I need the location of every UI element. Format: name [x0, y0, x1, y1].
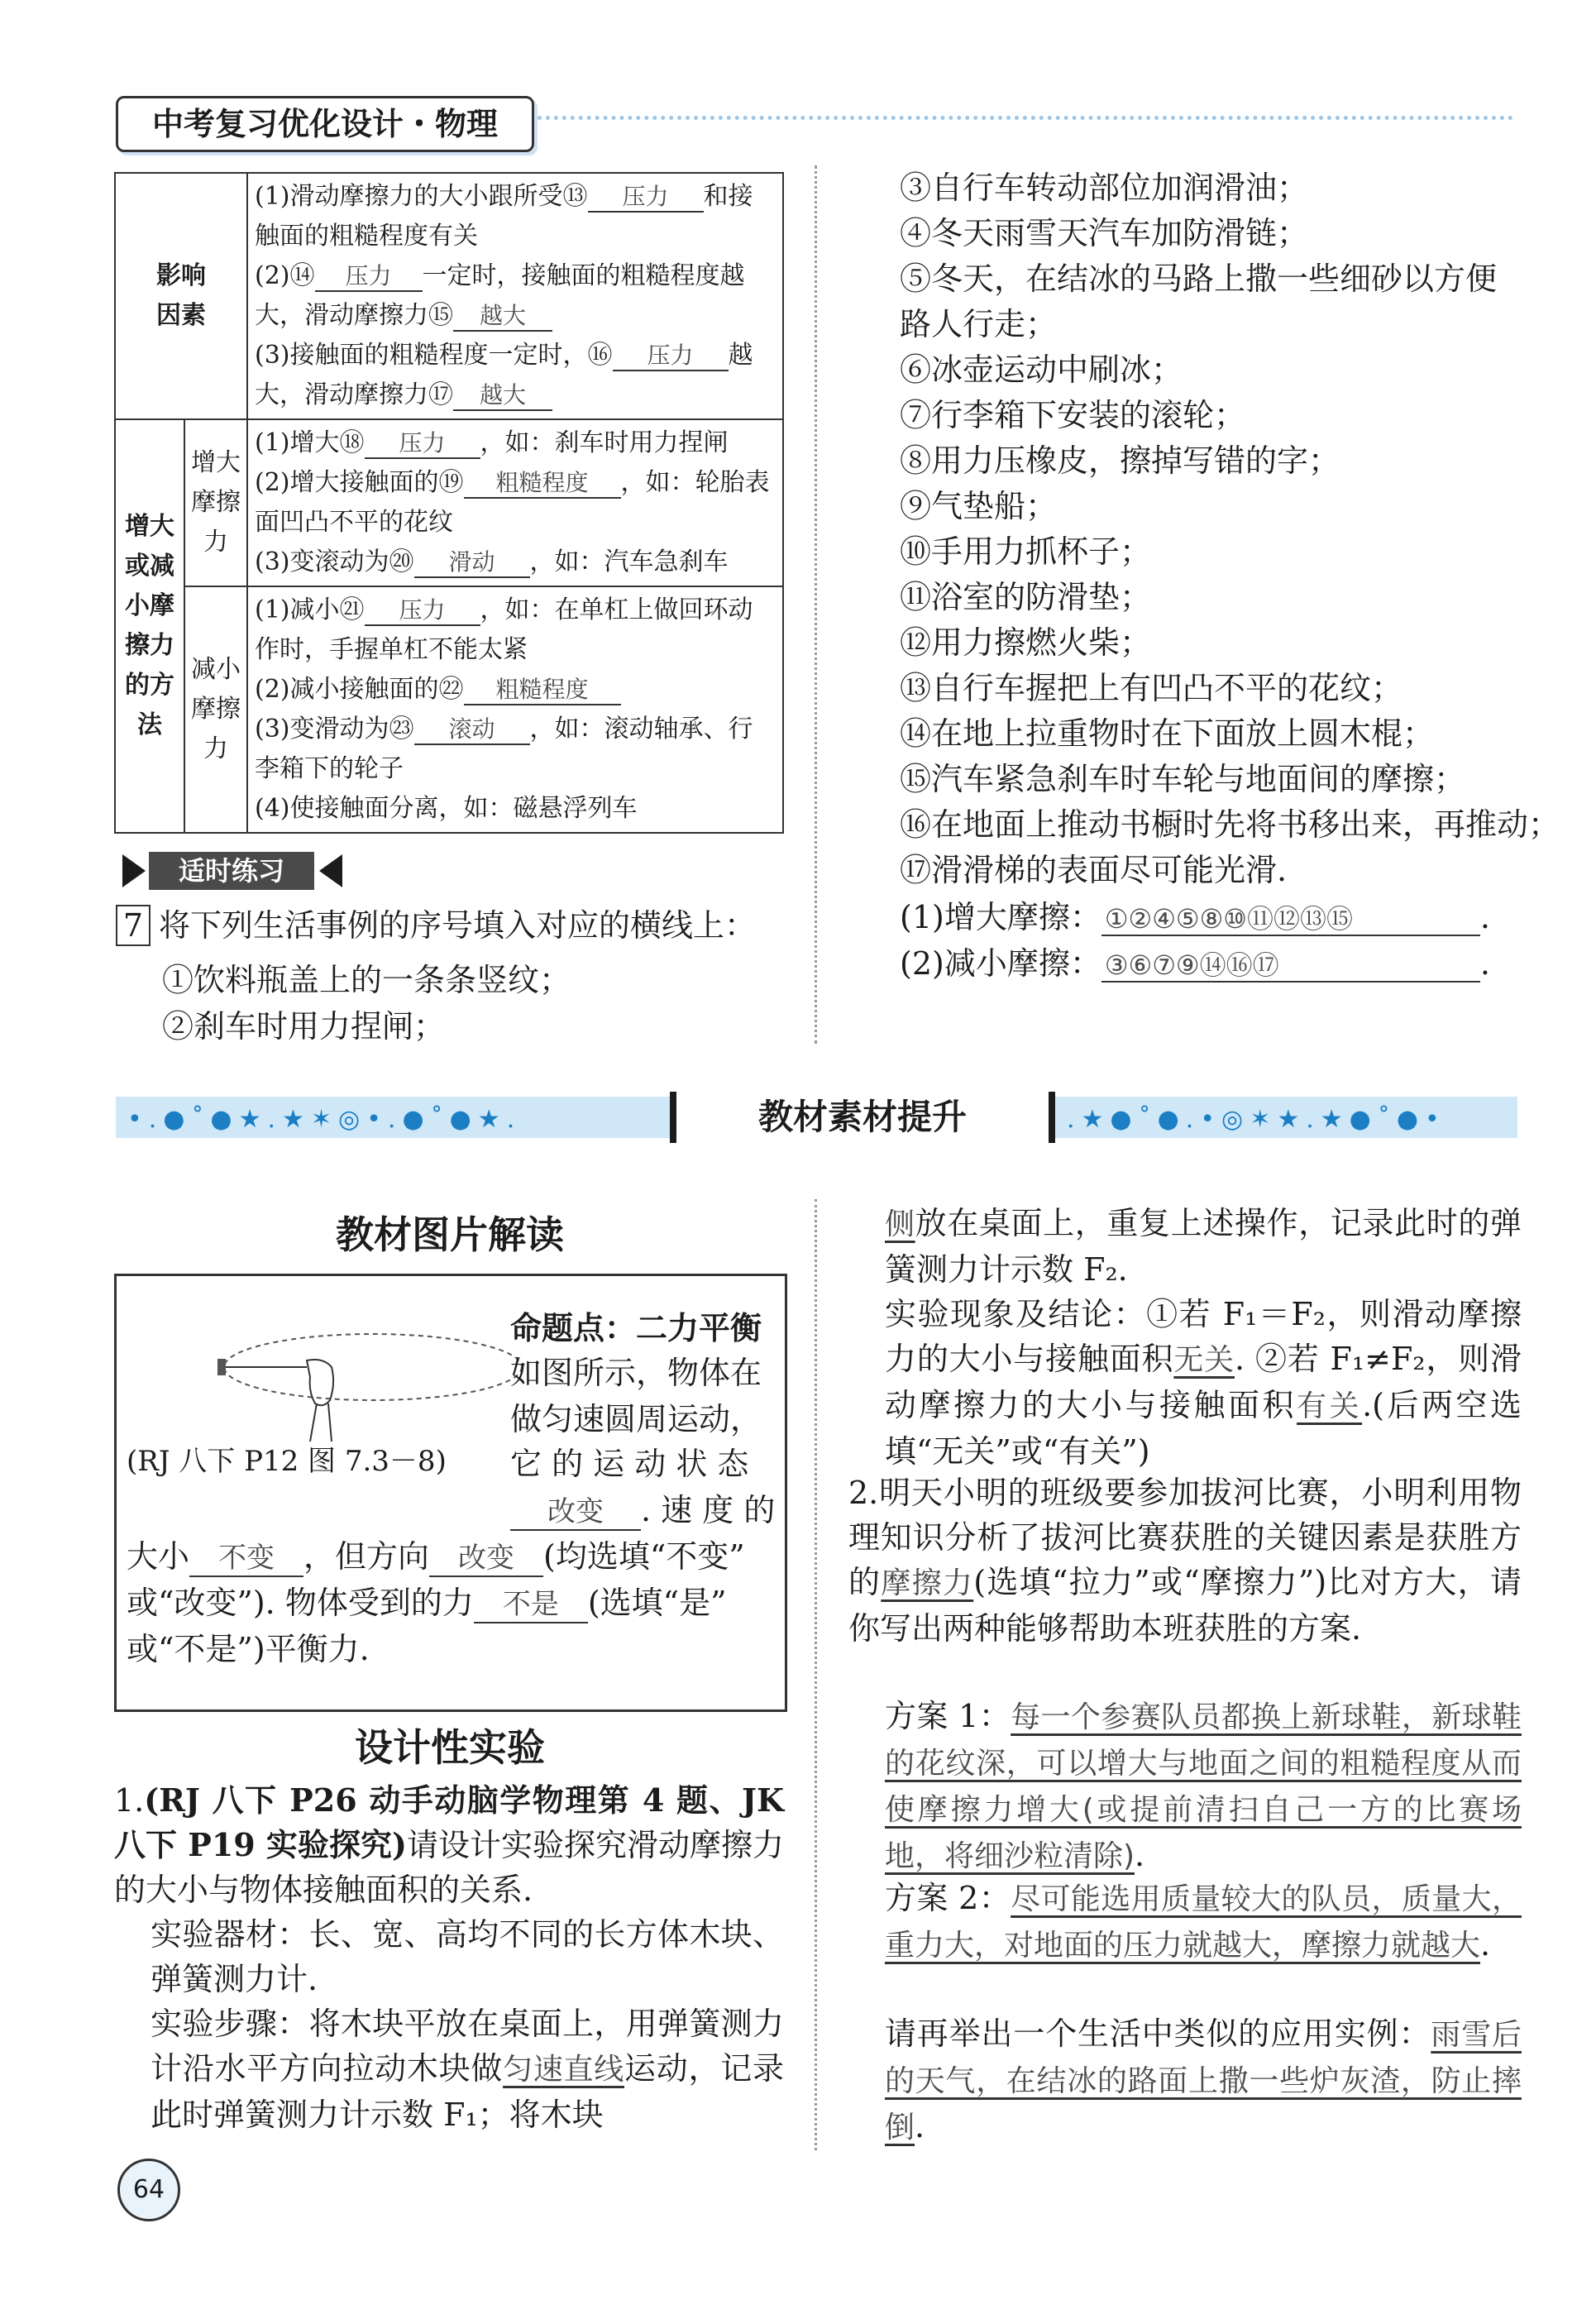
list-item: 路人行走； — [900, 306, 1058, 342]
answer-balanced: 不是 — [474, 1588, 588, 1623]
section-title: 教材素材提升 — [670, 1092, 1055, 1143]
answer-plan-2: 尽可能选用质量较大的队员，质量大，重力大，对地面的压力就越大，摩擦力就越大 — [885, 1882, 1522, 1963]
table-subhead-decrease: 减小摩擦力 — [184, 586, 247, 833]
list-item: ⑮汽车紧急刹车时车轮与地面间的摩擦； — [900, 761, 1466, 797]
steps-continued: 侧放在桌面上，重复上述操作，记录此时的弹簧测力计示数 F₂. — [885, 1205, 1522, 1288]
answer-13: 压力 — [588, 183, 704, 213]
triangle-left-icon — [319, 854, 342, 887]
header-dotted-line — [538, 116, 1513, 120]
answer-increase: ①②④⑤⑧⑩⑪⑫⑬⑮ — [1101, 903, 1480, 936]
answer-16: 压力 — [613, 342, 729, 371]
list-item: ①饮料瓶盖上的一条条竖纹； — [162, 962, 571, 998]
list-item: ⑫用力擦燃火柴； — [900, 624, 1152, 661]
plan-2: 方案 2：尽可能选用质量较大的队员，质量大，重力大，对地面的压力就越大，摩擦力就越大. — [885, 1880, 1522, 1963]
friction-summary-table — [114, 172, 784, 834]
answer-14: 压力 — [315, 262, 423, 292]
question-1: 1.(RJ 八下 P26 动手动脑学物理第 4 题、JK 八下 P19 实验探究)请设计实验探究滑动摩擦力的大小与物体接触面积的关系. — [114, 1781, 784, 1908]
list-item: ②刹车时用力捏闸； — [162, 1008, 446, 1045]
table-subhead-increase: 增大摩擦力 — [184, 419, 247, 586]
steps-text: 实验步骤：将木块平放在桌面上，用弹簧测力计沿水平方向拉动木块做匀速直线运动，记录此时弹簧测力计示数 F₁；将木块 — [151, 2006, 784, 2133]
list-item: ⑨气垫船； — [900, 488, 1058, 524]
table-cell-factors: (1)滑动摩擦力的大小跟所受⑬ 压力 和接触面的粗糙程度有关 (2)⑭ 压力 一定时，接触面的粗糙程度越大，滑动摩擦力⑮ 越大 (3)接触面的粗糙程度一定时，⑯ 压力 越大，滑动摩擦力⑰ 越大 — [247, 173, 783, 419]
answer-18: 压力 — [365, 429, 480, 459]
increase-answer-line: (1)增大摩擦： ①②④⑤⑧⑩⑪⑫⑬⑮ . — [900, 899, 1490, 935]
list-item: ⑯在地面上推动书橱时先将书移出来，再推动； — [900, 806, 1560, 843]
triangle-right-icon — [122, 854, 146, 887]
answer-22: 粗糙程度 — [464, 676, 621, 705]
picture-box: 命题点：二力平衡 如图所示，物体在 做匀速圆周运动， (RJ 八下 P12 图 7.3－8) 它 的 运 动 状 态 改变 . 速 度 的 大小 不变 ，但方向 改变 (均选填“不变” 或“改变”). 物体受到的力 不是 (选填“是” 或“不是”)平衡力. — [114, 1274, 787, 1712]
list-item: ⑦行李箱下安装的滚轮； — [900, 397, 1246, 433]
list-item: ⑥冰壶运动中刷冰； — [900, 351, 1183, 388]
table-head-factors: 影响因素 — [115, 173, 247, 419]
star-dots-decor: •.●˚●★.★✶◎•.●˚●★. — [127, 1105, 522, 1134]
answer-related: 有关 — [1297, 1389, 1363, 1423]
decrease-answer-line: (2)减小摩擦： ③⑥⑦⑨⑭⑯⑰ . — [900, 945, 1490, 982]
list-item: ⑭在地上拉重物时在下面放上圆木棍； — [900, 715, 1435, 752]
table-cell-decrease: (1)减小㉑ 压力 ，如：在单杠上做回环动作时，手握单杠不能太紧 (2)减小接触面的㉒ 粗糙程度 (3)变滑动为㉓ 滚动 ，如：滚动轴承、行李箱下的轮子 (4)使接触面分离，如：磁悬浮列车 — [247, 586, 783, 833]
answer-23: 滚动 — [414, 715, 530, 745]
figure-caption: (RJ 八下 P12 图 7.3－8) — [127, 1445, 447, 1478]
answer-friction: 摩擦力 — [881, 1566, 974, 1600]
page-number: 64 — [117, 2159, 180, 2221]
answer-uniform-motion: 匀速直线 — [503, 2053, 625, 2087]
table-row-decrease — [115, 586, 783, 833]
topic-label: 命题点：二力平衡 — [510, 1310, 762, 1346]
question-number: 7 — [116, 905, 151, 946]
subheading-design: 设计性实验 — [355, 1725, 545, 1770]
list-item: ⑪浴室的防滑垫； — [900, 579, 1152, 615]
star-dots-decor: .★●˚●.•◎✶★.★●˚●• — [1067, 1105, 1446, 1134]
conclusion-text: 实验现象及结论：①若 F₁＝F₂，则滑动摩擦力的大小与接触面积无关. ②若 F₁≠F₂，则滑动摩擦力的大小与接触面积有关.(后两空选填“无关”或“有关”) — [885, 1296, 1522, 1470]
list-item: ⑧用力压橡皮，擦掉写错的字； — [900, 442, 1340, 479]
answer-unrelated: 无关 — [1173, 1343, 1235, 1377]
list-item: ⑰滑滑梯的表面尽可能光滑. — [900, 852, 1288, 888]
equipment-text: 实验器材：长、宽、高均不同的长方体木块、弹簧测力计. — [151, 1916, 784, 1997]
answer-19: 粗糙程度 — [464, 469, 621, 499]
table-row-increase — [115, 419, 783, 586]
book-title: 中考复习优化设计・物理 — [116, 96, 534, 152]
answer-direction: 改变 — [429, 1542, 543, 1577]
question-7: 7 将下列生活事例的序号填入对应的横线上： — [116, 903, 756, 949]
answer-decrease: ③⑥⑦⑨⑭⑯⑰ — [1101, 949, 1480, 983]
list-item: ④冬天雨雪天汽车加防滑链； — [900, 215, 1309, 251]
circular-motion-illustration — [199, 1317, 530, 1532]
answer-motion-state: 改变 — [510, 1495, 641, 1531]
answer-speed-size: 不变 — [189, 1542, 303, 1577]
plan-1: 方案 1：每一个参赛队员都换上新球鞋，新球鞋的花纹深，可以增大与地面之间的粗糙程度从而使摩擦力增大(或提前清扫自己一方的比赛场地，将细沙粒清除). — [885, 1698, 1522, 1873]
column-divider — [815, 165, 817, 1044]
list-item: ⑤冬天，在结冰的马路上撒一些细砂以方便 — [900, 261, 1498, 297]
answer-15: 越大 — [453, 302, 552, 332]
section-banner — [116, 1097, 1517, 1138]
column-divider — [815, 1199, 817, 2150]
answer-21: 压力 — [365, 596, 480, 626]
subheading-picture: 教材图片解读 — [336, 1212, 564, 1257]
answer-17: 越大 — [453, 381, 552, 411]
answer-example: 雨雪后的天气，在结冰的路面上撒一些炉灰渣，防止摔倒 — [885, 2018, 1522, 2144]
table-head-methods: 增大或减小摩擦力的方法 — [115, 419, 184, 833]
answer-20: 滑动 — [414, 548, 530, 578]
answer-side: 侧 — [885, 1207, 915, 1241]
table-cell-increase: (1)增大⑱ 压力 ，如：刹车时用力捏闸 (2)增大接触面的⑲ 粗糙程度 ，如：轮胎表面凹凸不平的花纹 (3)变滚动为⑳ 滑动 ，如：汽车急刹车 — [247, 419, 783, 586]
answer-plan-1: 每一个参赛队员都换上新球鞋，新球鞋的花纹深，可以增大与地面之间的粗糙程度从而使摩擦力增大(或提前清扫自己一方的比赛场地，将细沙粒清除) — [885, 1700, 1522, 1873]
list-item: ⑩手用力抓杯子； — [900, 533, 1152, 570]
table-row-factors — [115, 173, 783, 419]
example-text: 请再举出一个生活中类似的应用实例：雨雪后的天气，在结冰的路面上撒一些炉灰渣，防止摔倒. — [885, 2015, 1522, 2144]
list-item: ③自行车转动部位加润滑油； — [900, 170, 1309, 206]
practice-banner: 适时练习 — [116, 852, 347, 890]
list-item: ⑬自行车握把上有凹凸不平的花纹； — [900, 670, 1403, 706]
question-2: 2.明天小明的班级要参加拔河比赛，小明利用物理知识分析了拔河比赛获胜的关键因素是获胜方的摩擦力(选填“拉力”或“摩擦力”)比对方大，请你写出两种能够帮助本班获胜的方案. — [848, 1475, 1522, 1647]
